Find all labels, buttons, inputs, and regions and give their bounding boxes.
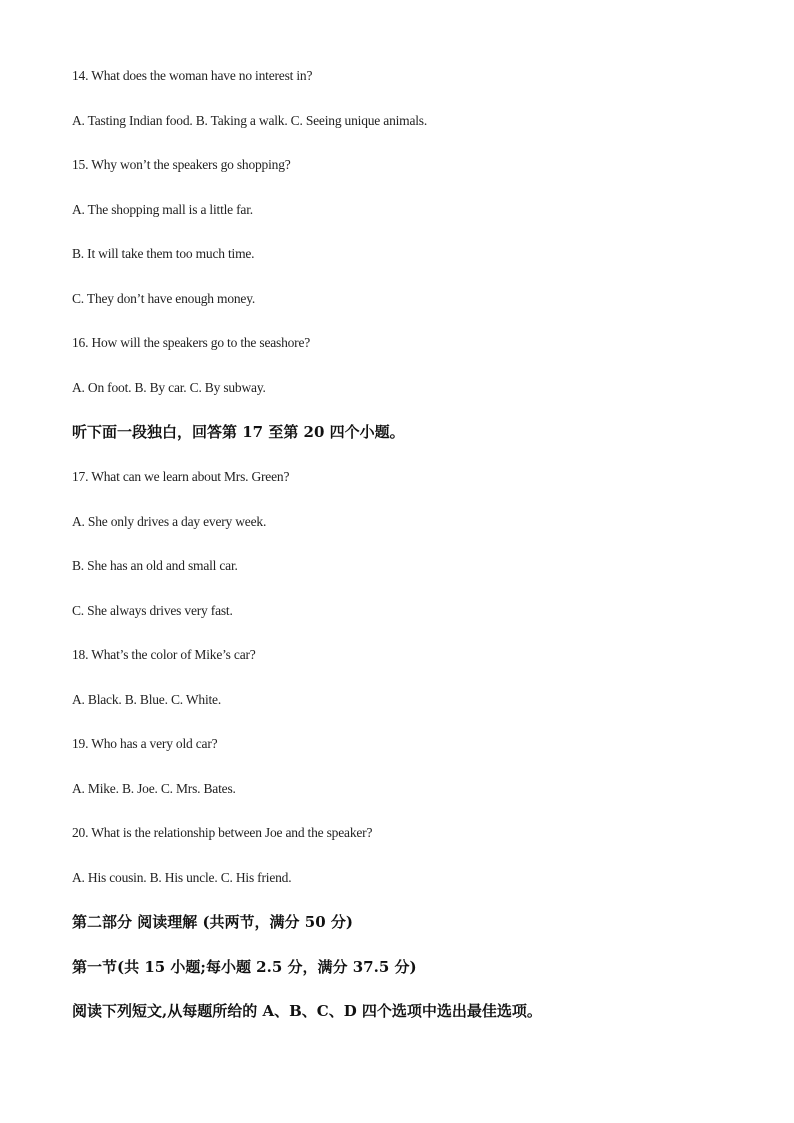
part-two-heading: 第二部分 阅读理解 (共两节，满分 50 分) xyxy=(72,913,353,931)
option-15b: B. It will take them too much time. xyxy=(72,246,255,261)
question-16: 16. How will the speakers go to the seashore? xyxy=(72,335,311,350)
option-15c: C. They don’t have enough money. xyxy=(72,291,256,306)
options-18: A. Black. B. Blue. C. White. xyxy=(72,692,222,707)
question-19: 19. Who has a very old car? xyxy=(72,736,218,751)
options-16: A. On foot. B. By car. C. By subway. xyxy=(72,380,266,395)
section-instruction-monologue: 听下面一段独白，回答第 17 至第 20 四个小题。 xyxy=(72,423,405,441)
option-17c: C. She always drives very fast. xyxy=(72,603,233,618)
question-14: 14. What does the woman have no interest in? xyxy=(72,68,313,83)
option-15a: A. The shopping mall is a little far. xyxy=(72,202,253,217)
option-17a: A. She only drives a day every week. xyxy=(72,514,267,529)
option-17b: B. She has an old and small car. xyxy=(72,558,238,573)
question-20: 20. What is the relationship between Joe and the speaker? xyxy=(72,825,373,840)
options-19: A. Mike. B. Joe. C. Mrs. Bates. xyxy=(72,781,236,796)
question-15: 15. Why won’t the speakers go shopping? xyxy=(72,157,291,172)
question-17: 17. What can we learn about Mrs. Green? xyxy=(72,469,290,484)
options-14: A. Tasting Indian food. B. Taking a walk. C. Seeing unique animals. xyxy=(72,113,428,128)
question-18: 18. What’s the color of Mike’s car? xyxy=(72,647,256,662)
options-20: A. His cousin. B. His uncle. C. His friend. xyxy=(72,870,292,885)
reading-instruction: 阅读下列短文,从每题所给的 A、B、C、D 四个选项中选出最佳选项。 xyxy=(72,1002,542,1020)
section-one-heading: 第一节(共 15 小题;每小题 2.5 分，满分 37.5 分) xyxy=(72,958,417,976)
